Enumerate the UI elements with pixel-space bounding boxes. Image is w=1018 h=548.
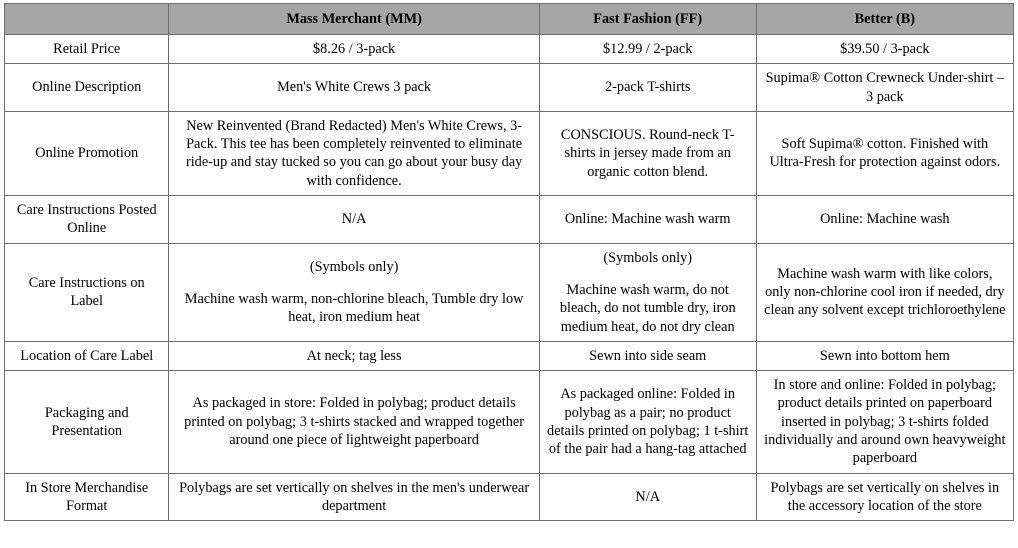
cell-packaging-ff: As packaged online: Folded in polybag as a pair; no product details printed on polybag; 1 t-shirt of the pair had a hang-tag attached (539, 371, 756, 473)
table-row (5, 111, 1014, 195)
cell-care-label-mm-text: Machine wash warm, non-chlorine bleach, Tumble dry low heat, iron medium heat (184, 291, 524, 326)
cell-retail-price-mm: $8.26 / 3-pack (169, 35, 539, 64)
row-label-care-instructions-online: Care Instructions Posted Online (5, 196, 169, 244)
table-row (5, 473, 1014, 521)
table-corner-cell (5, 4, 169, 35)
table-row (5, 371, 1014, 473)
column-header-better: Better (B) (756, 4, 1013, 35)
cell-care-label-b: Machine wash warm with like colors, only non-chlorine cool iron if needed, dry clean any solvent except trichloroethylene (756, 243, 1013, 341)
cell-online-description-ff: 2-pack T-shirts (539, 64, 756, 112)
table-row (5, 196, 1014, 244)
column-header-fast-fashion: Fast Fashion (FF) (539, 4, 756, 35)
cell-retail-price-ff: $12.99 / 2-pack (539, 35, 756, 64)
cell-retail-price-b: $39.50 / 3-pack (756, 35, 1013, 64)
cell-location-care-mm: At neck; tag less (169, 341, 539, 370)
cell-packaging-b: In store and online: Folded in polybag; product details printed on paperboard inserted in polybag; 3 t-shirts folded individually and around own heavyweight paperboard (756, 371, 1013, 473)
table-header (5, 4, 1014, 35)
cell-care-label-mm-symbols: (Symbols only) (309, 258, 399, 275)
cell-care-label-ff-text: Machine wash warm, do not bleach, do not tumble dry, iron medium heat, do not dry clean (559, 281, 736, 335)
row-label-care-instructions-label: Care Instructions on Label (5, 243, 169, 341)
cell-online-promotion-ff: CONSCIOUS. Round-neck T-shirts in jersey made from an organic cotton blend. (539, 111, 756, 195)
table-row (5, 64, 1014, 112)
cell-care-online-mm: N/A (169, 196, 539, 244)
cell-care-label-ff-symbols: (Symbols only) (603, 249, 692, 266)
cell-care-label-mm (169, 243, 539, 341)
cell-care-online-ff: Online: Machine wash warm (539, 196, 756, 244)
cell-care-online-b: Online: Machine wash (756, 196, 1013, 244)
row-label-online-description: Online Description (5, 64, 169, 112)
cell-merchandise-format-mm: Polybags are set vertically on shelves in the men's underwear department (169, 473, 539, 521)
cell-online-description-b: Supima® Cotton Crewneck Under-shirt – 3 pack (756, 64, 1013, 112)
comparison-table-container (4, 3, 1014, 521)
table-body (5, 35, 1014, 521)
product-comparison-table (4, 3, 1014, 521)
row-label-location-care-label: Location of Care Label (5, 341, 169, 370)
cell-location-care-b: Sewn into bottom hem (756, 341, 1013, 370)
cell-merchandise-format-b: Polybags are set vertically on shelves in the accessory location of the store (756, 473, 1013, 521)
table-row (5, 243, 1014, 341)
row-label-online-promotion: Online Promotion (5, 111, 169, 195)
row-label-in-store-merchandise-format: In Store Merchandise Format (5, 473, 169, 521)
cell-merchandise-format-ff: N/A (539, 473, 756, 521)
table-header-row (5, 4, 1014, 35)
table-row (5, 35, 1014, 64)
cell-online-promotion-b: Soft Supima® cotton. Finished with Ultra-Fresh for protection against odors. (756, 111, 1013, 195)
cell-online-description-mm: Men's White Crews 3 pack (169, 64, 539, 112)
cell-packaging-mm: As packaged in store: Folded in polybag; product details printed on polybag; 3 t-shirts stacked and wrapped together around one piece of lightweight paperboard (169, 371, 539, 473)
column-header-mass-merchant: Mass Merchant (MM) (169, 4, 539, 35)
row-label-retail-price: Retail Price (5, 35, 169, 64)
cell-online-promotion-mm: New Reinvented (Brand Redacted) Men's White Crews, 3-Pack. This tee has been completely reinvented to eliminate ride-up and stay tucked so you can go about your busy day with confidence. (169, 111, 539, 195)
row-label-packaging-presentation: Packaging and Presentation (5, 371, 169, 473)
cell-care-label-ff (539, 243, 756, 341)
table-row (5, 341, 1014, 370)
cell-location-care-ff: Sewn into side seam (539, 341, 756, 370)
